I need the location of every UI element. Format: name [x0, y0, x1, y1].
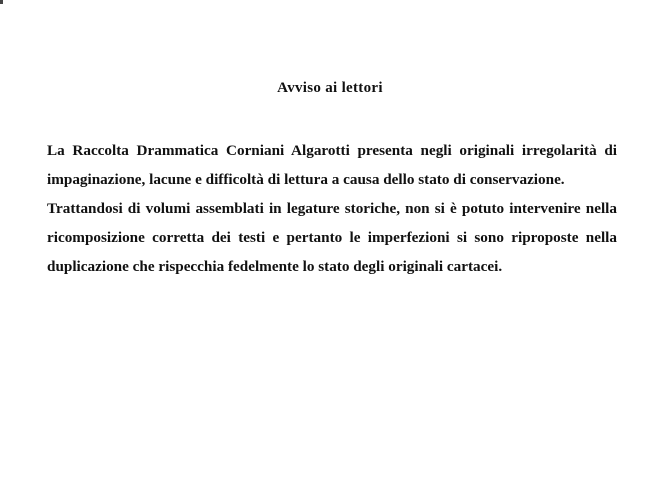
- paragraph-duplication: Trattandosi di volumi assemblati in legature storiche, non si è potuto intervenire nella ricomposizione corretta dei testi e pertanto le imperfezioni si sono riproposte nella duplicazione che rispecchia fedelmente lo stato degli originali cartacei.: [47, 200, 617, 275]
- paragraph-conservation: La Raccolta Drammatica Corniani Algarotti presenta negli originali irregolarità di impaginazione, lacune e difficoltà di lettura a causa dello stato di conservazione.: [47, 142, 617, 188]
- scan-mark: [0, 0, 3, 4]
- notice-body: [47, 136, 617, 281]
- notice-title: Avviso ai lettori: [277, 80, 383, 96]
